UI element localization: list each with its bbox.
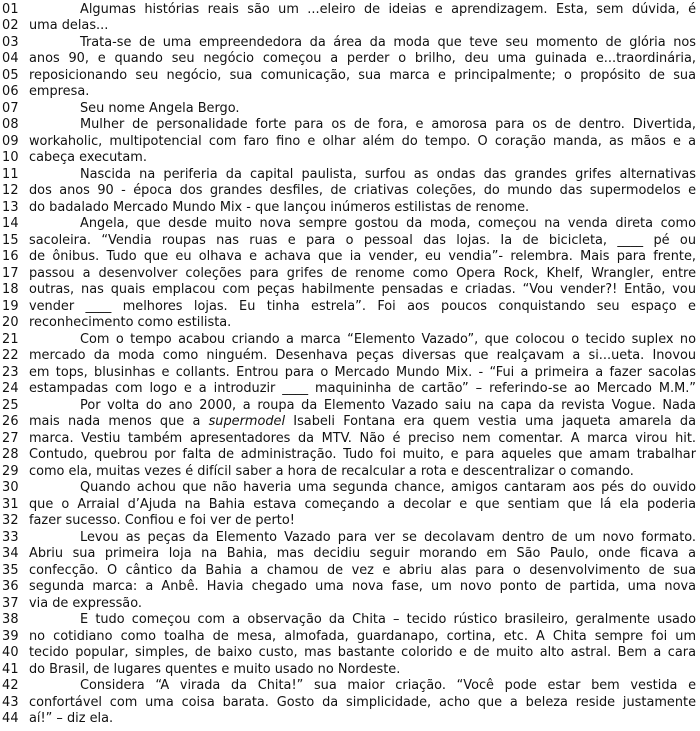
text-line xyxy=(0,117,700,134)
line-text: E tudo começou com a observação da Chita – tecido rústico brasileiro, geralmente usado xyxy=(80,612,696,627)
line-number: 15 xyxy=(2,232,19,248)
line-number: 27 xyxy=(2,430,19,446)
line-text: uma delas... xyxy=(29,18,109,33)
line-number: 11 xyxy=(2,166,19,182)
text-line xyxy=(0,249,700,266)
text-line xyxy=(0,35,700,52)
line-text: Seu nome Angela Bergo. xyxy=(80,100,240,116)
text-line xyxy=(0,563,700,580)
text-line xyxy=(0,233,700,250)
line-text: reposicionando seu negócio, sua comunicação, sua marca e principalmente; o propósito de sua xyxy=(29,67,696,83)
text-line xyxy=(0,579,700,596)
text-line xyxy=(0,464,700,481)
text-line xyxy=(0,315,700,332)
text-line xyxy=(0,167,700,184)
line-text: workaholic, multipotencial com faro fino e olhar além do tempo. O coração manda, as mãos e a xyxy=(29,133,696,149)
line-number: 16 xyxy=(2,249,19,264)
line-number: 05 xyxy=(2,67,19,83)
line-text: Por volta do ano 2000, a roupa da Elemento Vazado saiu na capa da revista Vogue. Nada xyxy=(80,397,696,413)
line-number: 28 xyxy=(2,447,19,462)
line-text: via de expressão. xyxy=(29,595,142,611)
line-number: 01 xyxy=(2,1,19,17)
line-number: 44 xyxy=(2,711,19,726)
text-line xyxy=(0,84,700,101)
text-line xyxy=(0,134,700,151)
line-text: Contudo, quebrou por falta de administração. Tudo foi muito, e para aqueles que amam trabalhar xyxy=(29,447,696,462)
line-text: em tops, blusinhas e collants. Entrou para o Mercado Mundo Mix. - “Fui a primeira a fazer sacolas xyxy=(29,364,696,380)
line-number: 10 xyxy=(2,150,19,165)
text-line xyxy=(0,414,700,431)
line-number: 35 xyxy=(2,562,19,578)
line-text: Angela, que desde muito nova sempre gostou da moda, começou na venda direta como xyxy=(80,216,696,231)
text-line xyxy=(0,101,700,118)
line-number: 37 xyxy=(2,595,19,611)
line-number: 03 xyxy=(2,34,19,50)
line-text: outras, nas quais emplacou com peças habilmente pensadas e criadas. “Vou vender?! Então, vou xyxy=(29,282,696,297)
line-text: anos 90, e quando seu negócio começou a perder o brilho, deu uma guinada e...traordinária, xyxy=(29,51,696,66)
line-number: 19 xyxy=(2,298,19,314)
line-number: 20 xyxy=(2,315,19,330)
line-text: de ônibus. Tudo que eu olhava e achava que ia vender, eu vendia”- relembra. Mais para frente, xyxy=(29,249,696,264)
line-text: segunda marca: a Anbê. Havia chegado uma nova fase, um novo ponto de partida, uma nova xyxy=(29,579,696,594)
line-text: marca. Vestiu também apresentadores da MTV. Não é preciso nem comentar. A marca virou hit. xyxy=(29,430,696,446)
text-line xyxy=(0,546,700,563)
line-text: do badalado Mercado Mundo Mix - que lançou inúmeros estilistas de renome. xyxy=(29,199,530,215)
line-number: 12 xyxy=(2,183,19,198)
text-line xyxy=(0,68,700,85)
line-number: 40 xyxy=(2,645,19,660)
text-line xyxy=(0,398,700,415)
line-number: 06 xyxy=(2,84,19,99)
line-text: sacoleira. “Vendia roupas nas ruas e para o pessoal das lojas. Ia de bicicleta, ____ pé ou xyxy=(29,232,696,248)
line-text: Trata-se de uma empreendedora da área da moda que teve seu momento de glória nos xyxy=(80,34,696,50)
line-text: Considera “A virada da Chita!” sua maior criação. “Você pode estar bem vestida e xyxy=(80,678,696,693)
line-number: 41 xyxy=(2,661,19,677)
line-text: Mulher de personalidade forte para os de fora, e amorosa para os de dentro. Divertida, xyxy=(80,117,696,132)
text-line xyxy=(0,431,700,448)
text-line xyxy=(0,266,700,283)
line-text: confortável com uma coisa barata. Gosto da simplicidade, acho que a beleza reside justamente xyxy=(29,694,696,710)
line-text: estampadas com logo e a introduzir ____ maquininha de cartão” – referindo-se ao Mercado M.M.” xyxy=(29,381,696,396)
line-text: mais nada menos que a supermodel Isabeli Fontana era quem vestia uma jaqueta amarela da xyxy=(29,414,696,429)
line-number: 33 xyxy=(2,529,19,545)
line-number: 23 xyxy=(2,364,19,380)
line-number: 30 xyxy=(2,480,19,495)
text-line xyxy=(0,51,700,68)
text-line xyxy=(0,183,700,200)
line-text: Nascida na periferia da capital paulista, surfou as ondas das grandes grifes alternativas xyxy=(80,166,696,182)
text-line xyxy=(0,497,700,514)
text-line xyxy=(0,513,700,530)
line-text: Levou as peças da Elemento Vazado para ver se decolavam dentro de um novo formato. xyxy=(80,529,696,545)
text-line xyxy=(0,18,700,35)
line-number: 42 xyxy=(2,678,19,693)
line-number: 22 xyxy=(2,348,19,363)
line-text: tecido popular, simples, de baixo custo, mas bastante colorido e de muito alto astral. Bem a cara xyxy=(29,645,696,660)
line-number: 08 xyxy=(2,117,19,132)
line-text: mercado da moda como ninguém. Desenhava peças diversas que realçavam a si...ueta. Inovou xyxy=(29,348,696,363)
line-text: passou a desenvolver coleções para grifes de renome como Ópera Rock, Khelf, Wrangler, entre xyxy=(29,265,696,281)
line-number: 34 xyxy=(2,546,19,561)
text-line xyxy=(0,596,700,613)
line-text: Quando achou que não haveria uma segunda chance, amigos cantaram aos pés do ouvido xyxy=(80,480,696,495)
line-number: 31 xyxy=(2,496,19,512)
line-text: do Brasil, de lugares quentes e muito usado no Nordeste. xyxy=(29,661,401,677)
text-line xyxy=(0,678,700,695)
text-line xyxy=(0,216,700,233)
line-number: 13 xyxy=(2,199,19,215)
line-text: empresa. xyxy=(29,84,90,99)
text-line xyxy=(0,645,700,662)
line-number: 36 xyxy=(2,579,19,594)
text-line xyxy=(0,332,700,349)
line-text: que o Arraial d’Ajuda na Bahia estava começando a decolar e que sentiam que lá ela poderia xyxy=(29,496,696,512)
text-line xyxy=(0,150,700,167)
text-line xyxy=(0,530,700,547)
line-text: Abriu sua primeira loja na Bahia, mas decidiu seguir morando em São Paulo, onde ficava a xyxy=(29,546,696,561)
line-number: 32 xyxy=(2,513,19,528)
line-number: 39 xyxy=(2,628,19,644)
text-line xyxy=(0,282,700,299)
line-text: fazer sucesso. Confiou e foi ver de perto! xyxy=(29,513,295,528)
text-line xyxy=(0,480,700,497)
line-number: 07 xyxy=(2,100,19,116)
line-number: 26 xyxy=(2,414,19,429)
text-line xyxy=(0,381,700,398)
line-number: 17 xyxy=(2,265,19,281)
text-line xyxy=(0,662,700,679)
line-number: 43 xyxy=(2,694,19,710)
line-number: 09 xyxy=(2,133,19,149)
line-text: aí!” – diz ela. xyxy=(29,711,114,726)
text-line xyxy=(0,2,700,19)
text-line xyxy=(0,695,700,712)
line-text: como ela, muitas vezes é difícil saber a hora de recalcular a rota e descentralizar o comando. xyxy=(29,463,634,479)
line-number: 38 xyxy=(2,612,19,627)
text-line xyxy=(0,612,700,629)
line-number: 25 xyxy=(2,397,19,413)
line-number: 04 xyxy=(2,51,19,66)
text-line xyxy=(0,365,700,382)
line-text: cabeça executam. xyxy=(29,150,147,165)
line-number: 24 xyxy=(2,381,19,396)
line-number: 21 xyxy=(2,331,19,347)
line-text: Com o tempo acabou criando a marca “Elemento Vazado”, que colocou o tecido suplex no xyxy=(80,331,696,347)
line-text: no cotidiano como toalha de mesa, almofada, guardanapo, cortina, etc. A Chita sempre foi um xyxy=(29,628,696,644)
text-line xyxy=(0,200,700,217)
line-text: reconhecimento como estilista. xyxy=(29,315,232,330)
line-number: 29 xyxy=(2,463,19,479)
text-line xyxy=(0,711,700,728)
line-text: dos anos 90 - época dos grandes desfiles, de criativas coleções, do mundo das supermodelos e xyxy=(29,183,696,198)
line-text: Algumas histórias reais são um ...eleiro de ideias e aprendizagem. Esta, sem dúvida, é xyxy=(80,1,696,17)
line-number: 14 xyxy=(2,216,19,231)
line-text: confecção. O cântico da Bahia a chamou de vez e abriu alas para o desenvolvimento de sua xyxy=(29,562,696,578)
text-line xyxy=(0,348,700,365)
text-line xyxy=(0,299,700,316)
text-line xyxy=(0,629,700,646)
text-line xyxy=(0,447,700,464)
line-number: 02 xyxy=(2,18,19,33)
line-number: 18 xyxy=(2,282,19,297)
line-text: vender ____ melhores lojas. Eu tinha estrela”. Foi aos poucos conquistando seu espaço e xyxy=(29,298,696,314)
